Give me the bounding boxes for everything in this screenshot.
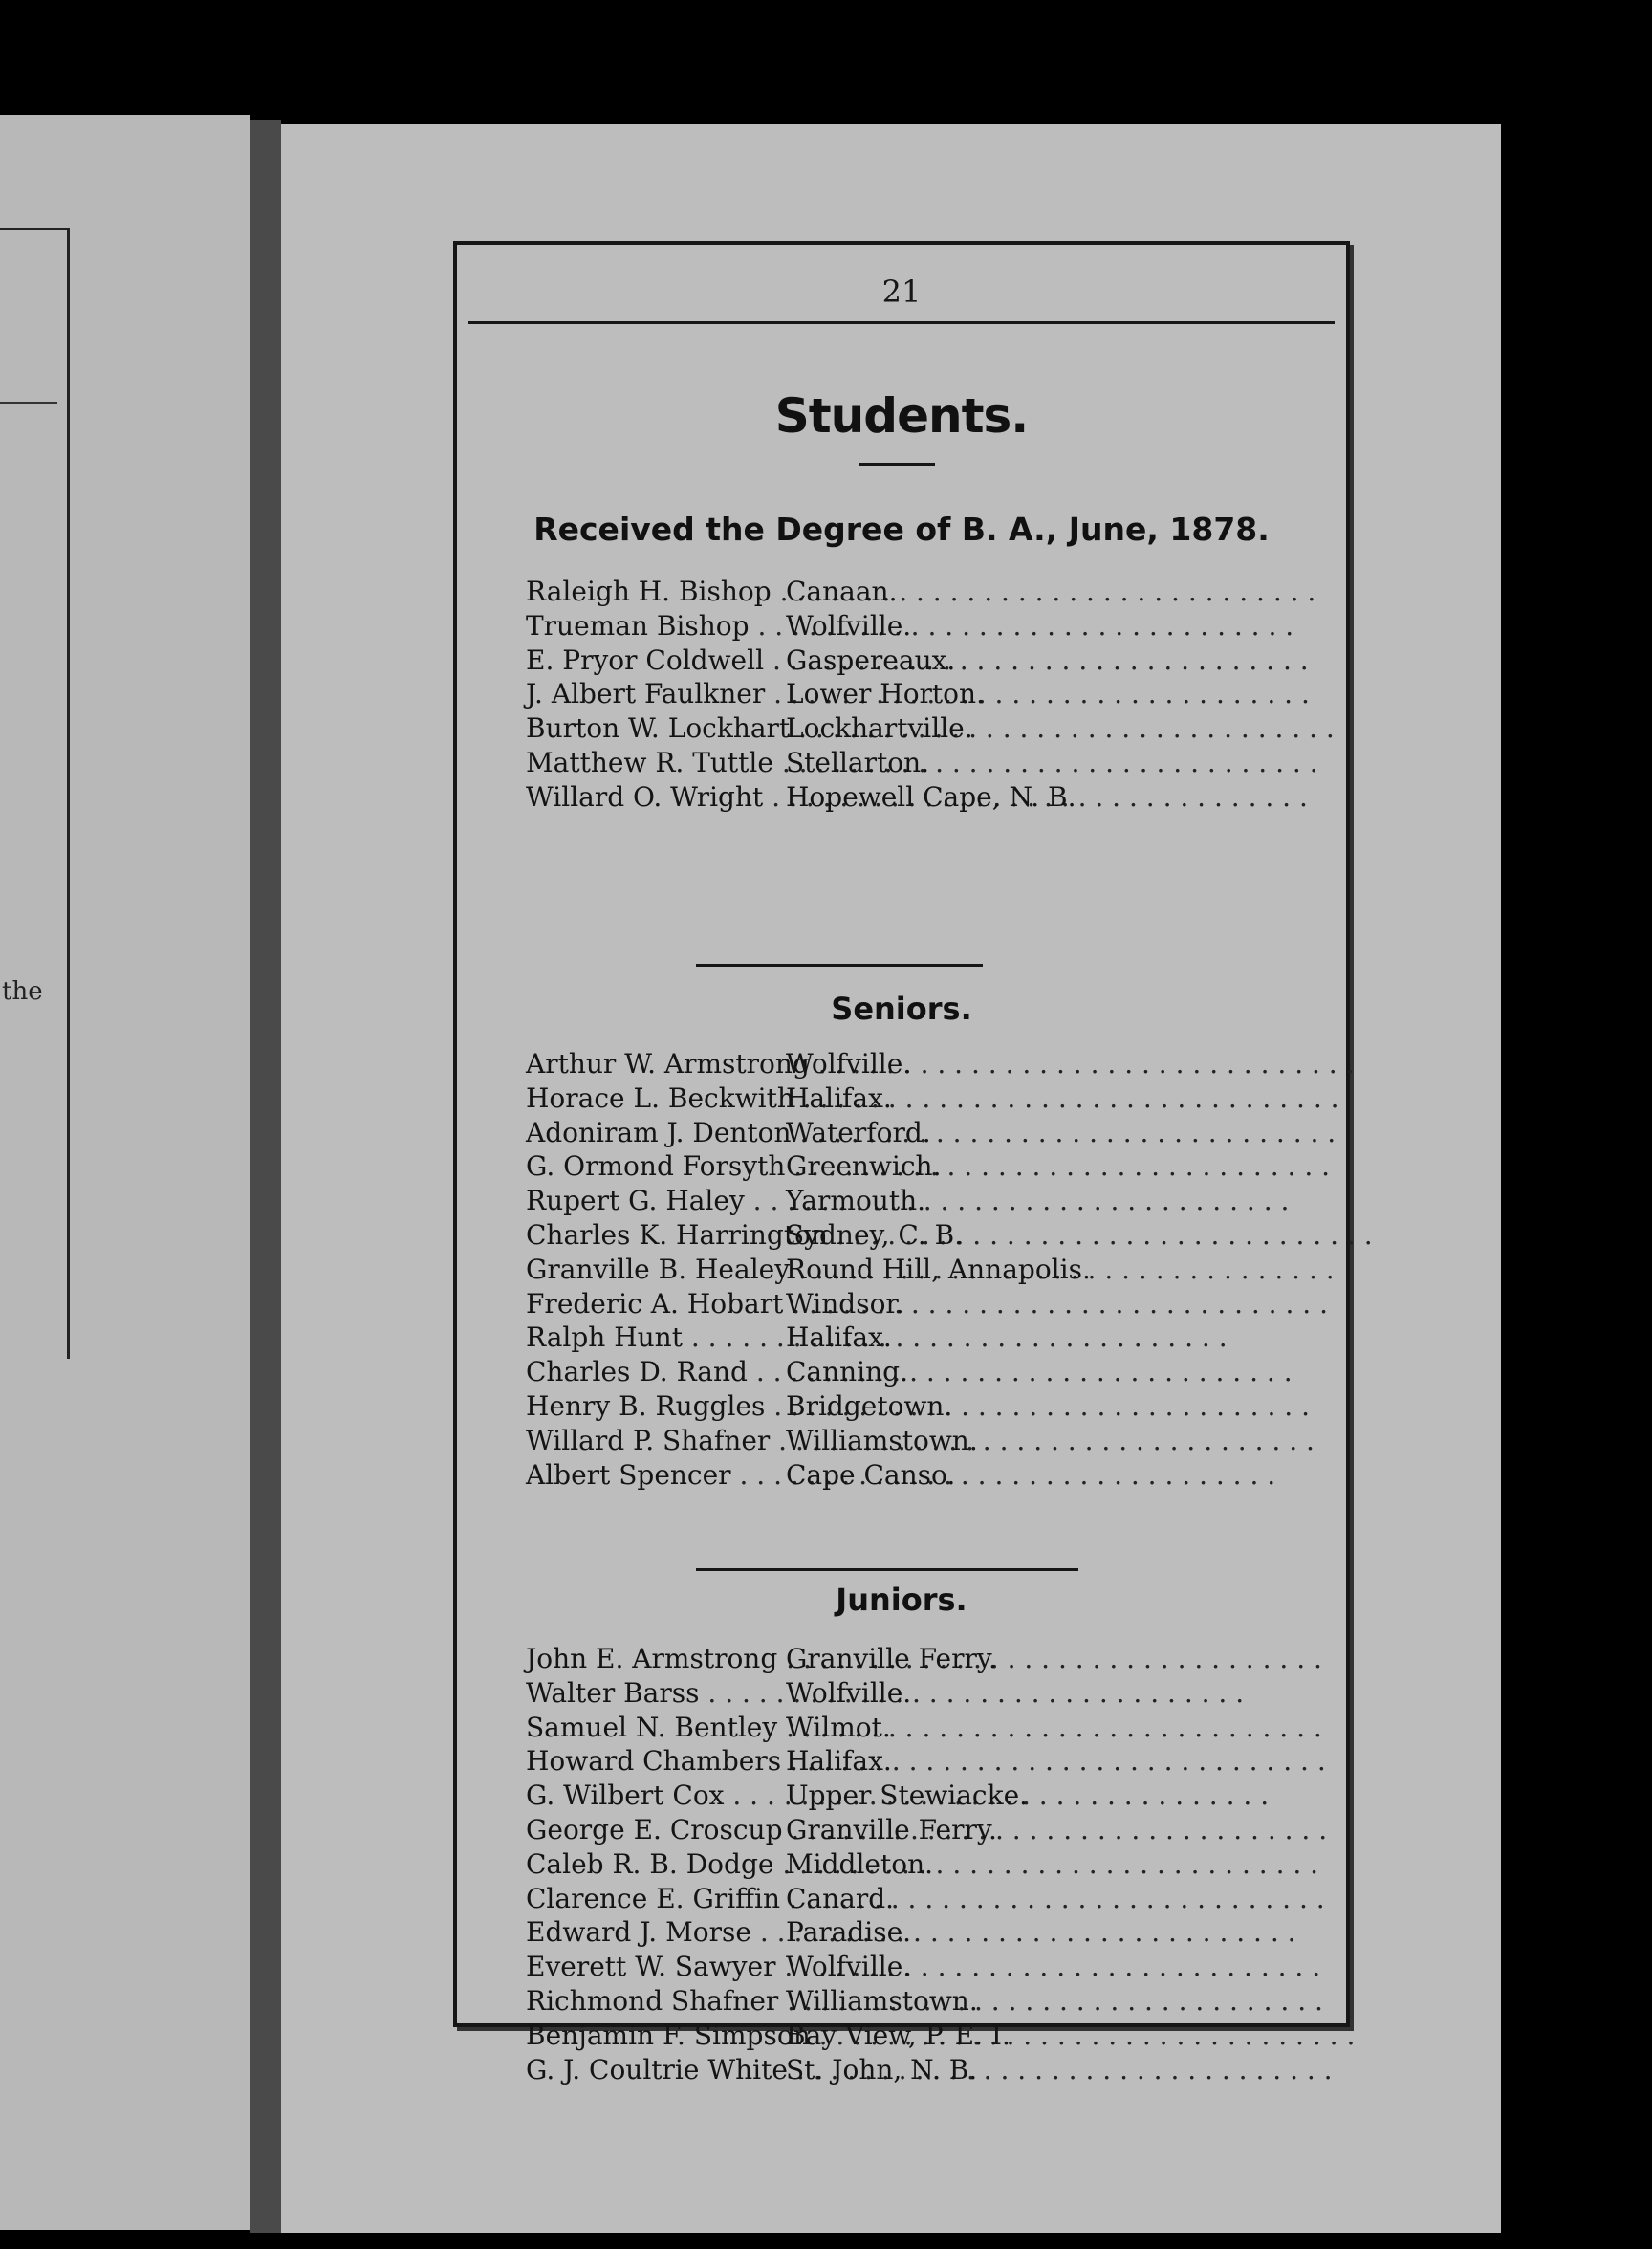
student-hometown: Paradise. [786,1916,912,1949]
list-item [526,1425,1291,1459]
student-hometown: Granville Ferry. [786,1643,997,1674]
student-hometown: Wilmot. [786,1711,891,1743]
student-name: Trueman Bishop . . . [526,610,778,642]
student-name: Burton W. Lockhart . . . [526,712,778,744]
student-hometown: Canard. [786,1882,895,1914]
student-hometown: Greenwich. [786,1150,942,1183]
student-name: Benjamin F. Simpson . . . [526,2020,778,2051]
list-item [526,1883,1291,1917]
student-hometown: St. John, N. B. [786,2053,978,2085]
student-hometown: Williamstown. [786,1424,978,1456]
student-name: Everett W. Sawyer . . . [526,1951,778,1982]
student-name: G. Ormond Forsyth . . . [526,1150,778,1182]
student-name: Matthew R. Tuttle . . . [526,747,778,778]
student-name: George E. Croscup . . . [526,1814,778,1845]
student-name: Walter Barss . . . [526,1677,778,1709]
student-name: G. J. Coultrie White . . . [526,2054,778,2085]
list-item [526,576,1291,610]
list-item [526,1916,1291,1951]
list-item [526,1117,1291,1151]
list-item [526,781,1291,816]
student-name: Caleb R. B. Dodge . . . [526,1848,778,1880]
student-hometown: Bay View, P. E. I. [786,2019,1011,2051]
student-hometown: Lower Horton. [786,678,985,710]
section-heading-graduates: Received the Degree of B. A., June, 1878. [533,511,1270,548]
student-hometown: Lockhartville. [786,712,973,745]
student-hometown: Bridgetown. [786,1389,953,1422]
student-hometown: Canaan. [786,576,898,607]
section-heading-seniors: Seniors. [831,991,972,1027]
student-name: Arthur W. Armstrong . . . [526,1048,778,1080]
list-item [526,1356,1291,1390]
student-hometown: Upper Stewiacke. [786,1780,1029,1812]
student-hometown: Halifax. [786,1321,892,1354]
list-item [526,1219,1291,1254]
list-item [526,1780,1291,1814]
student-hometown: Sydney, C. B. [786,1218,964,1251]
page [281,124,1501,2233]
student-hometown: Wolfville. [786,609,912,642]
list-item [526,1185,1291,1219]
student-name: Willard O. Wright . . . [526,781,778,813]
title-rule [859,463,935,466]
page-number: 21 [881,273,922,310]
graduates-list [526,576,1291,816]
list-item [526,644,1291,679]
list-item [526,1082,1291,1117]
list-item [526,712,1291,747]
section-heading-juniors: Juniors. [836,1582,967,1618]
student-hometown: Wolfville. [786,1048,912,1080]
left-page-frame [0,228,70,1359]
list-item [526,678,1291,712]
page-frame [453,241,1350,2085]
student-name: Adoniram J. Denton . . . [526,1117,778,1148]
student-hometown: Williamstown. [786,1984,978,2017]
student-hometown: Waterford. [786,1116,931,1148]
section-divider [696,1568,1078,1571]
student-hometown: Granville Ferry. [786,1813,997,1845]
student-hometown: Round Hill, Annapolis. [786,1253,1091,1285]
list-item [526,1643,1291,1677]
student-name: Granville B. Healey . . . [526,1254,778,1285]
list-item [526,1150,1291,1185]
page-title: Students. [774,388,1029,444]
list-item [526,2020,1291,2054]
student-name: Clarence E. Griffin . . . [526,1883,778,1914]
student-hometown: Cape Canso. [786,1458,956,1491]
student-name: Edward J. Morse . . . [526,1916,778,1948]
student-name: E. Pryor Coldwell . . . [526,644,778,676]
student-name: Richmond Shafner . . . [526,1985,778,2017]
list-item [526,1985,1291,2020]
student-name: Charles D. Rand . . . [526,1356,778,1387]
student-hometown: Stellarton. [786,746,930,778]
student-hometown: Windsor. [786,1287,904,1320]
student-name: John E. Armstrong . . . [526,1643,778,1674]
list-item [526,1745,1291,1780]
left-page-fragment: the [2,977,43,1006]
list-item [526,1814,1291,1848]
list-item [526,610,1291,644]
section-divider [696,964,983,967]
student-name: Henry B. Ruggles . . . [526,1390,778,1422]
left-page-rule [0,402,57,404]
student-hometown: Halifax. [786,1745,892,1778]
seniors-list [526,1048,1291,1493]
student-hometown: Middleton. [786,1847,934,1880]
student-name: Albert Spencer . . . [526,1459,778,1491]
student-name: J. Albert Faulkner . . . [526,678,778,710]
list-item [526,1677,1291,1712]
student-name: G. Wilbert Cox . . . [526,1780,778,1811]
list-item [526,1288,1291,1322]
student-hometown: Wolfville. [786,1676,912,1709]
student-name: Howard Chambers . . . [526,1745,778,1777]
list-item [526,1390,1291,1425]
list-item [526,2054,1291,2088]
student-name: Raleigh H. Bishop . . . [526,576,778,607]
list-item [526,747,1291,781]
student-hometown: Gaspereaux. [786,644,956,676]
list-item [526,1048,1291,1082]
list-item [526,1459,1291,1494]
left-page-edge [0,115,250,2230]
student-hometown: Canning. [786,1356,908,1388]
student-name: Willard P. Shafner . . . [526,1425,778,1456]
student-hometown: Halifax. [786,1081,892,1114]
student-name: Frederic A. Hobart . . . [526,1288,778,1320]
student-name: Charles K. Harrington . . . [526,1219,778,1251]
list-item [526,1254,1291,1288]
student-name: Rupert G. Haley . . . [526,1185,778,1216]
student-name: Samuel N. Bentley . . . [526,1712,778,1743]
student-name: Ralph Hunt . . . [526,1321,778,1353]
student-hometown: Wolfville. [786,1951,912,1983]
header-rule [468,321,1335,324]
student-hometown: Hopewell Cape, N. B. [786,780,1076,813]
student-name: Horace L. Beckwith . . . [526,1082,778,1114]
list-item [526,1712,1291,1746]
book-spine [250,120,281,2233]
student-hometown: Yarmouth. [786,1185,926,1217]
juniors-list [526,1643,1291,2087]
list-item [526,1321,1291,1356]
list-item [526,1951,1291,1985]
list-item [526,1848,1291,1883]
